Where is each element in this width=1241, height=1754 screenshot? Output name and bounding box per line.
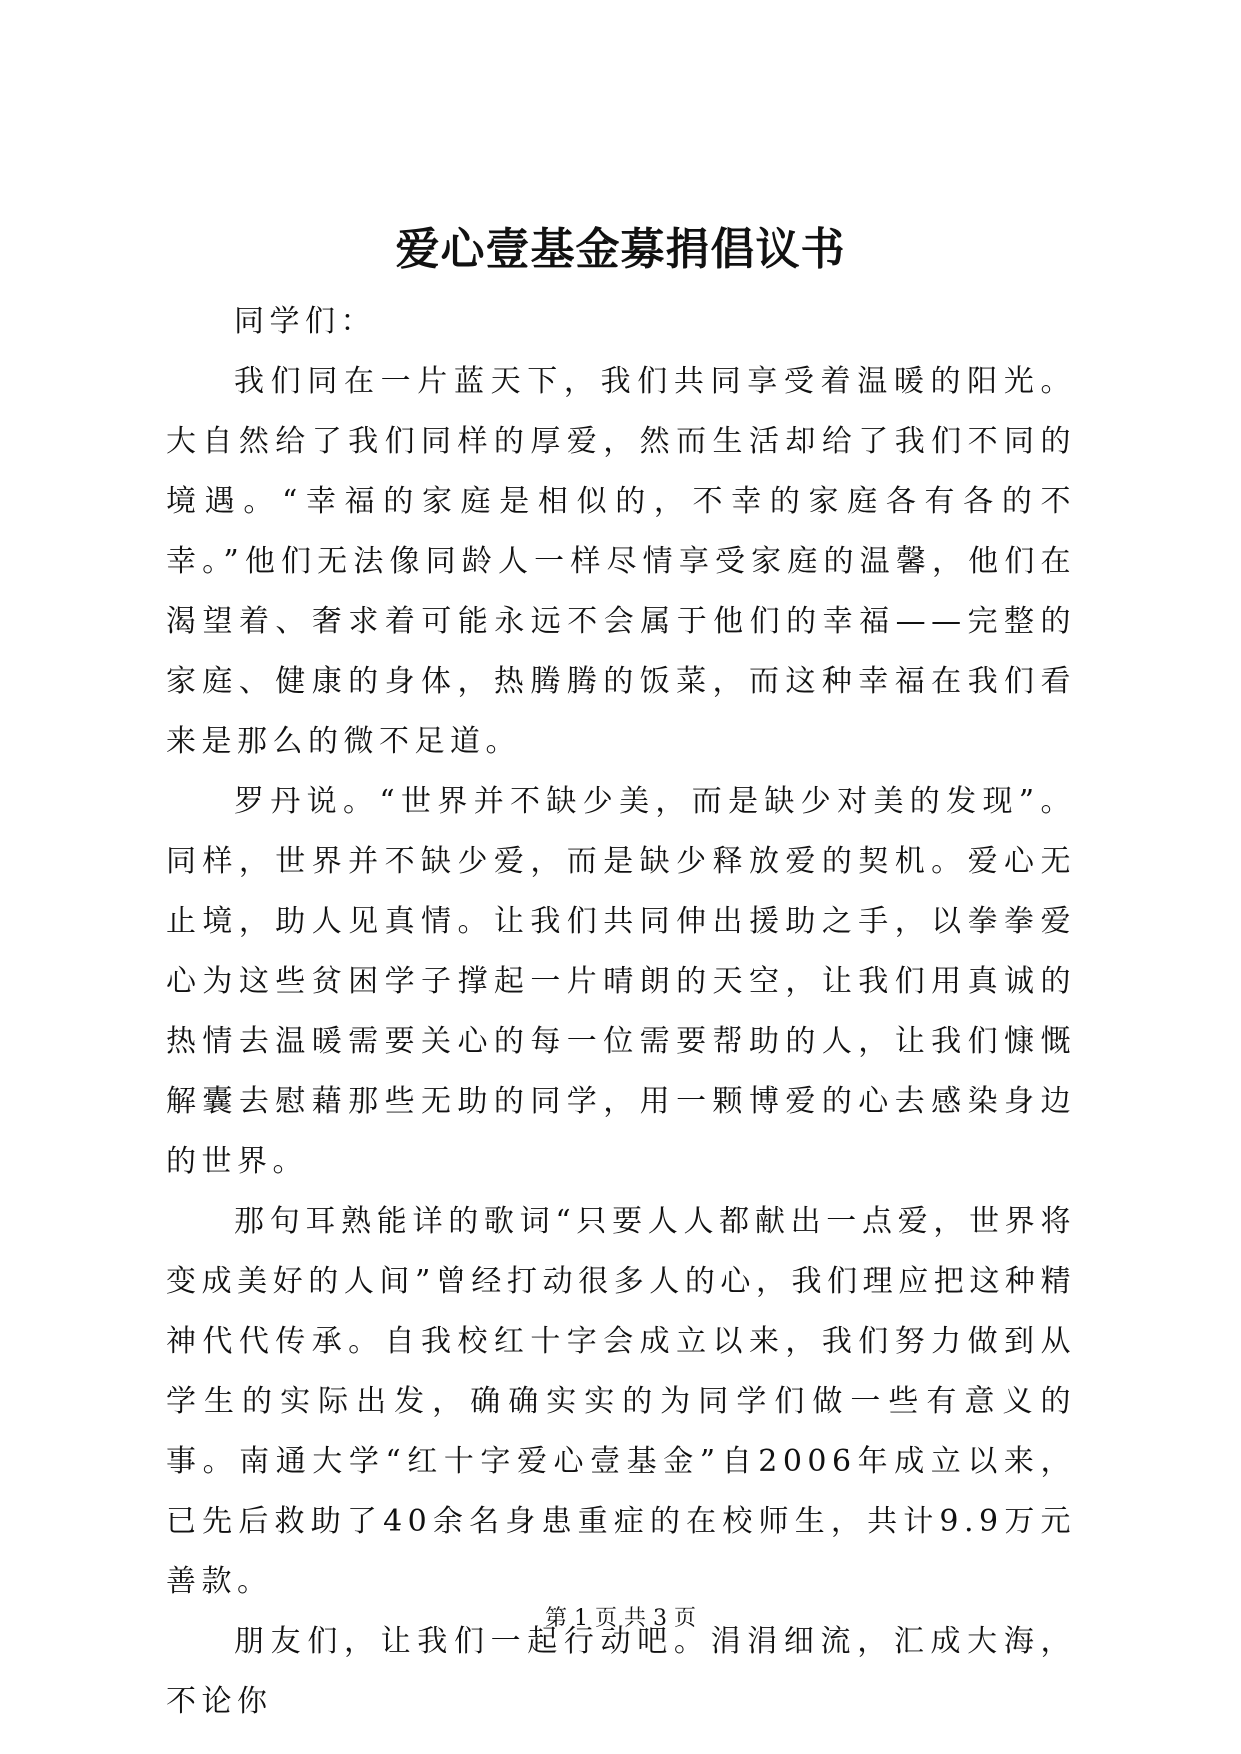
paragraph-2: 罗丹说。“世界并不缺少美，而是缺少对美的发现”。同样，世界并不缺少爱，而是缺少释放爱的契机。爱心无止境，助人见真情。让我们共同伸出援助之手，以拳拳爱心为这些贫困学子撑起一片晴朗的天空，让我们用真诚的热情去温暖需要关心的每一位需要帮助的人，让我们慷慨解囊去慰藉那些无助的同学，用一颗博爱的心去感染身边的世界。 [166, 784, 1076, 1179]
document-title: 爱心壹基金募捐倡议书 [395, 224, 846, 275]
paragraph-3: 那句耳熟能详的歌词“只要人人都献出一点爱，世界将变成美好的人间”曾经打动很多人的心，我们理应把这种精神代代传承。自我校红十字会成立以来，我们努力做到从学生的实际出发，确确实实的为同学们做一些有意义的事。南通大学“红十字爱心壹基金”自2006年成立以来，已先后救助了40余名身患重症的在校师生，共计9.9万元善款。 [166, 1204, 1076, 1599]
paragraph-1: 我们同在一片蓝天下，我们共同享受着温暖的阳光。大自然给了我们同样的厚爱，然而生活却给了我们不同的境遇。“幸福的家庭是相似的，不幸的家庭各有各的不幸。”他们无法像同龄人一样尽情享受家庭的温馨，他们在渴望着、奢求着可能永远不会属于他们的幸福——完整的家庭、健康的身体，热腾腾的饭菜，而这种幸福在我们看来是那么的微不足道。 [166, 364, 1076, 759]
paragraph-4: 朋友们，让我们一起行动吧。涓涓细流，汇成大海，不论你 [166, 1624, 1076, 1719]
page-footer: 第 1 页 共 3 页 [545, 1606, 696, 1631]
document-body [166, 292, 1076, 1732]
salutation: 同学们： [234, 304, 376, 339]
